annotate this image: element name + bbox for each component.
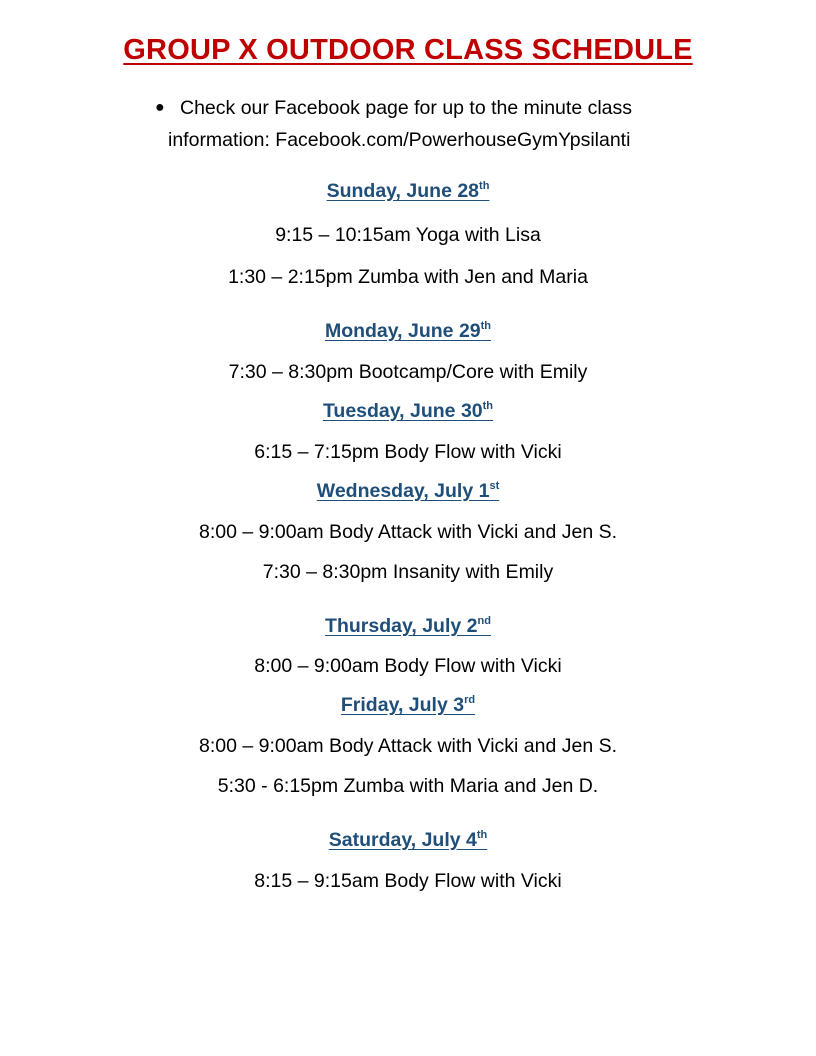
class-entry: 9:15 – 10:15am Yoga with Lisa (275, 224, 541, 246)
class-entry: 8:00 – 9:00am Body Attack with Vicki and Jen S. (198, 521, 618, 543)
class-entry: 7:30 – 8:30pm Bootcamp/Core with Emily (228, 361, 588, 383)
day-heading-sunday: Sunday, June 28th (326, 180, 490, 202)
day-heading-friday: Friday, July 3rd (340, 694, 476, 716)
facebook-notice (155, 92, 715, 156)
class-entry: 5:30 - 6:15pm Zumba with Maria and Jen D. (217, 775, 599, 797)
day-heading-saturday: Saturday, July 4th (328, 829, 488, 851)
class-entry: 8:15 – 9:15am Body Flow with Vicki (254, 870, 562, 892)
notice-line-2: information: Facebook.com/PowerhouseGymYpsilanti (168, 129, 631, 151)
day-heading-thursday: Thursday, July 2nd (325, 615, 491, 637)
page-title: GROUP X OUTDOOR CLASS SCHEDULE (123, 34, 693, 66)
day-heading-monday: Monday, June 29th (324, 320, 492, 342)
notice-line-1: Check our Facebook page for up to the minute class (180, 97, 633, 119)
day-heading-wednesday: Wednesday, July 1st (316, 480, 500, 502)
class-entry: 8:00 – 9:00am Body Attack with Vicki and Jen S. (198, 735, 618, 757)
day-heading-tuesday: Tuesday, June 30th (322, 400, 494, 422)
class-entry: 6:15 – 7:15pm Body Flow with Vicki (254, 441, 562, 463)
bullet-icon: ● (155, 99, 165, 116)
class-entry: 7:30 – 8:30pm Insanity with Emily (262, 561, 554, 583)
class-entry: 1:30 – 2:15pm Zumba with Jen and Maria (228, 266, 588, 288)
class-entry: 8:00 – 9:00am Body Flow with Vicki (254, 655, 562, 677)
